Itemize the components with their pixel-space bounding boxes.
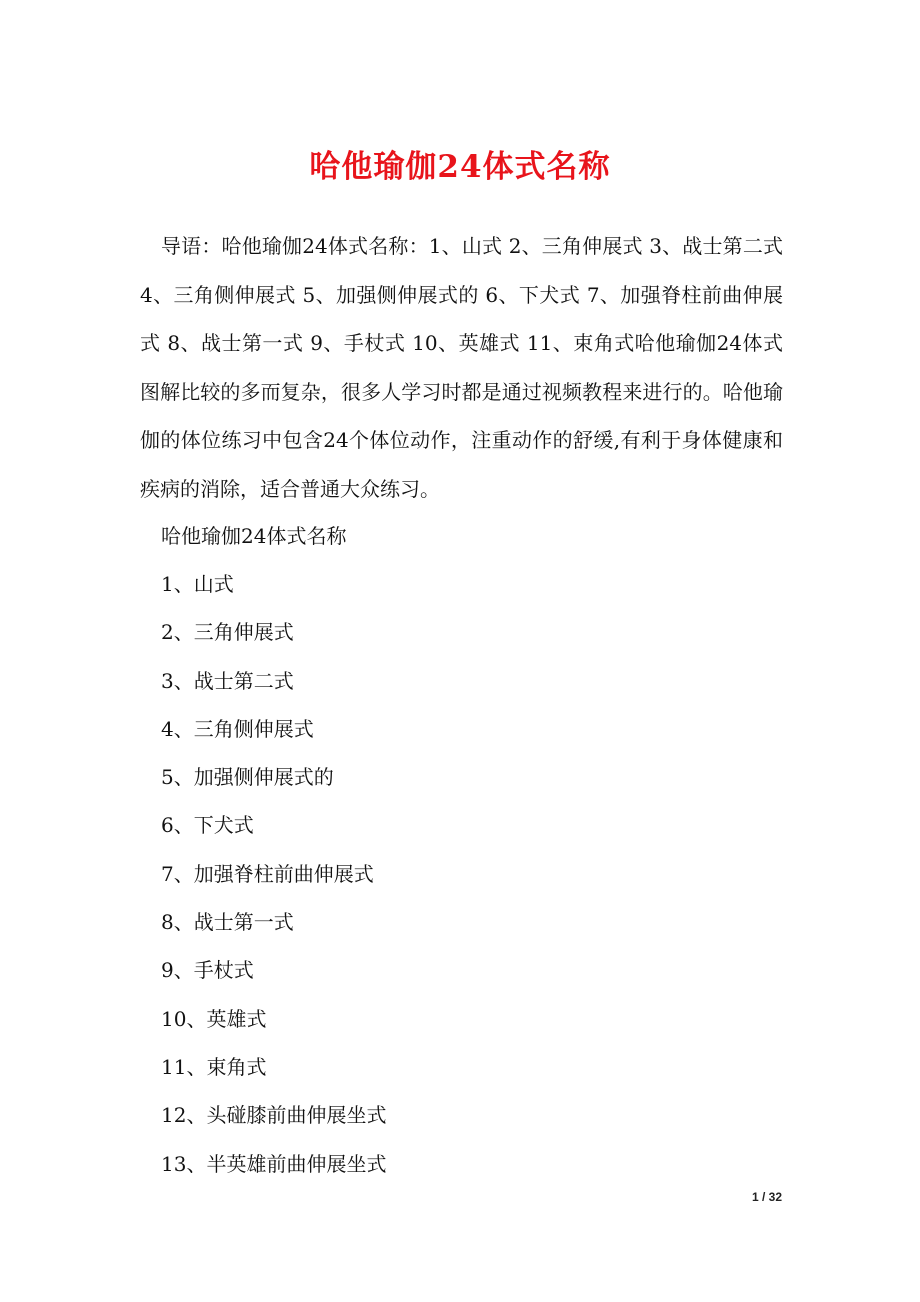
list-item: 12、头碰膝前曲伸展坐式 [161, 1103, 387, 1128]
list-item: 7、加强脊柱前曲伸展式 [161, 861, 374, 886]
list-item: 8、战士第一式 [161, 910, 294, 935]
section-heading: 哈他瑜伽24体式名称 [161, 524, 347, 548]
list-item: 1、山式 [161, 572, 234, 596]
intro-paragraph: 导语：哈他瑜伽24体式名称：1、山式 2、三角伸展式 3、战士第二式 4、三角侧伸展式 5、加强侧伸展式的 6、下犬式 7、加强脊柱前曲伸展式 8、战士第一式 9、手杖式 10、英雄式 11、束角式哈他瑜伽24体式图解比较的多而复杂，很多人学习时都是通过视频教程来进行的。哈他瑜伽的体位练习中包含24个体位动作，注重动作的舒缓,有利于身体健康和疾病的消除，适合普通大众练习。 [140, 234, 783, 501]
list-item: 2、三角伸展式 [161, 620, 294, 645]
list-item: 4、三角侧伸展式 [161, 716, 314, 741]
document-title: 哈他瑜伽24体式名称 [309, 149, 611, 185]
list-item: 5、加强侧伸展式的 [161, 765, 334, 790]
list-item: 6、下犬式 [161, 813, 254, 838]
list-item: 11、束角式 [161, 1054, 267, 1079]
list-item: 3、战士第二式 [161, 668, 294, 693]
page-number: 1 / 32 [751, 1190, 782, 1204]
list-item: 10、英雄式 [161, 1006, 267, 1031]
list-item: 13、半英雄前曲伸展坐式 [161, 1151, 387, 1176]
list-item: 9、手杖式 [161, 958, 254, 983]
pose-list [161, 560, 386, 1188]
